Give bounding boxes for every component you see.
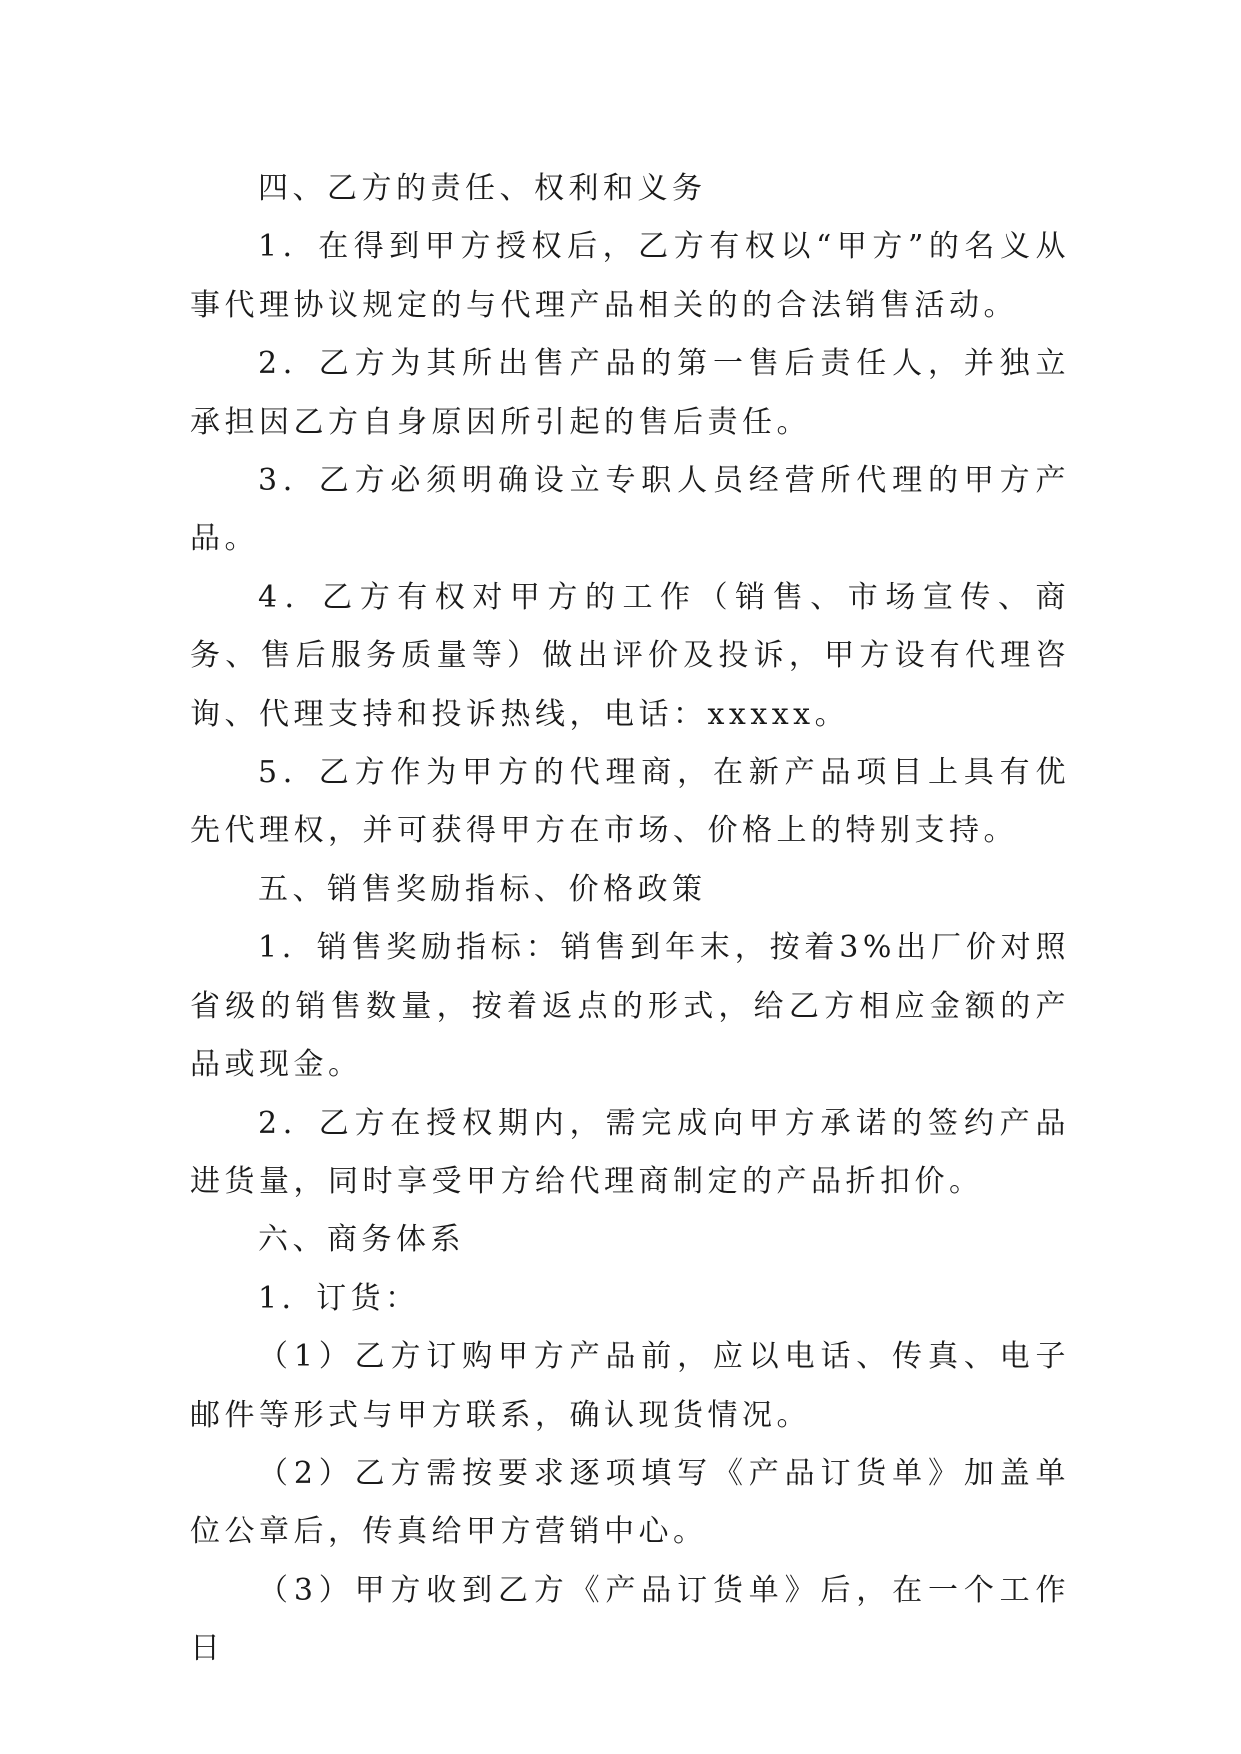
section-heading-sales-incentives: 五、销售奖励指标、价格政策 — [258, 871, 707, 907]
sub-clause-6-1-3: （3）甲方收到乙方《产品订货单》后，在一个工作日 — [190, 1572, 1070, 1667]
sub-clause-6-1-1: （1）乙方订购甲方产品前，应以电话、传真、电子邮件等形式与甲方联系，确认现货情况。 — [190, 1339, 1070, 1433]
document-body — [190, 160, 1070, 1679]
clause-4-5: 5．乙方作为甲方的代理商，在新产品项目上具有优先代理权，并可获得甲方在市场、价格上的特别支持。 — [190, 755, 1070, 849]
clause-5-1: 1．销售奖励指标：销售到年末，按着3%出厂价对照省级的销售数量，按着返点的形式，给乙方相应金额的产品或现金。 — [190, 930, 1070, 1083]
section-heading-party-b-duties: 四、乙方的责任、权利和义务 — [258, 171, 707, 206]
clause-4-4: 4．乙方有权对甲方的工作（销售、市场宣传、商务、售后服务质量等）做出评价及投诉，甲方设有代理咨询、代理支持和投诉热线，电话：xxxxx。 — [190, 579, 1070, 732]
clause-4-2: 2．乙方为其所出售产品的第一售后责任人，并独立承担因乙方自身原因所引起的售后责任。 — [190, 346, 1070, 440]
clause-4-1: 1．在得到甲方授权后，乙方有权以“甲方”的名义从事代理协议规定的与代理产品相关的的合法销售活动。 — [190, 229, 1070, 323]
sub-clause-6-1-2: （2）乙方需按要求逐项填写《产品订货单》加盖单位公章后，传真给甲方营销中心。 — [190, 1455, 1070, 1550]
clause-4-3: 3．乙方必须明确设立专职人员经营所代理的甲方产品。 — [190, 463, 1070, 557]
section-heading-business-system: 六、商务体系 — [258, 1222, 465, 1258]
clause-6-1-ordering: 1．订货： — [258, 1280, 420, 1316]
clause-5-2: 2．乙方在授权期内，需完成向甲方承诺的签约产品进货量，同时享受甲方给代理商制定的产品折扣价。 — [190, 1105, 1070, 1199]
